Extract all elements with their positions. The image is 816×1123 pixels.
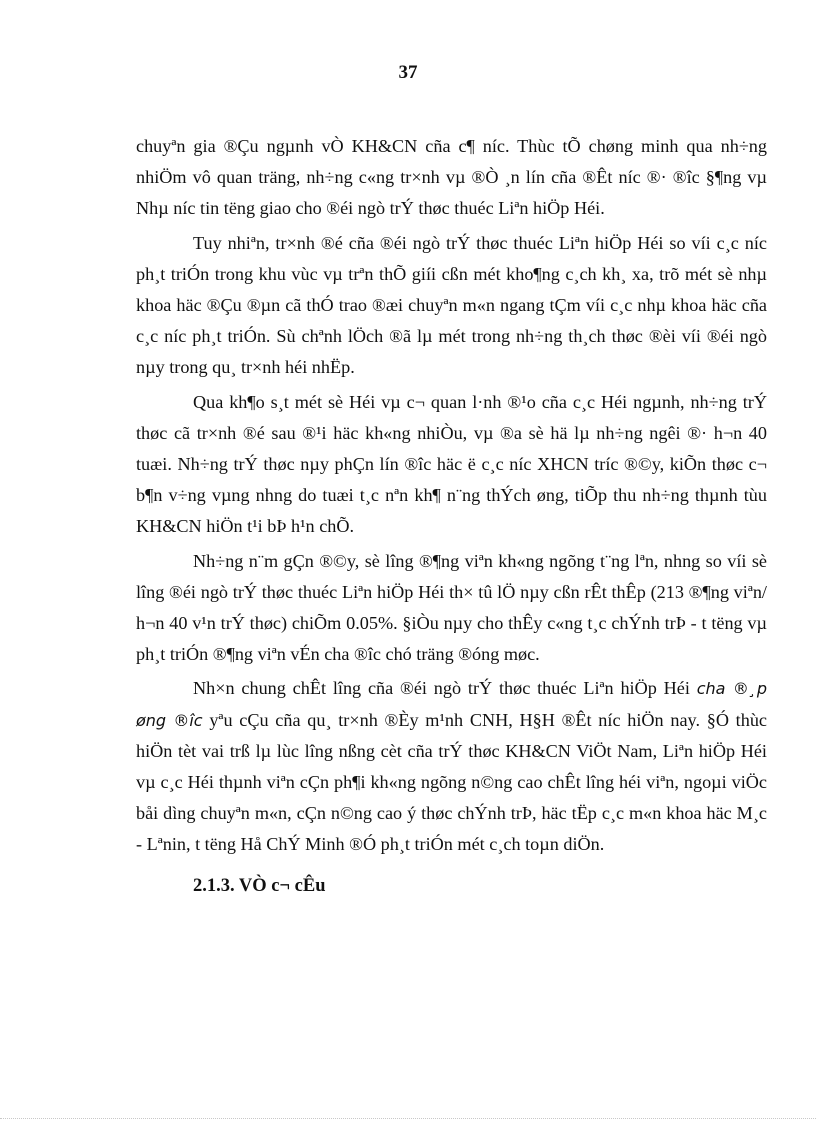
paragraph-5 (136, 673, 767, 860)
body-text (136, 131, 767, 902)
italic-phrase: cha ®¸p øng ®îc (136, 679, 767, 730)
paragraph-text: chuyªn gia ®Çu ngµnh vÒ KH&CN cña c¶ níc. Thùc tÕ chøng minh qua nh÷ng nhiÖm vô quan träng, nh÷ng c«ng tr×nh vµ ®Ò ¸n lín cña ®Êt níc ®· ®îc §¶ng vµ Nhµ níc tin tëng giao cho ®éi ngò trÝ thøc thuéc Liªn hiÖp Héi. (136, 136, 767, 219)
paragraph-1 (136, 131, 767, 225)
page-number: 37 (398, 62, 418, 83)
paragraph-text: Nh×n chung chÊt lîng cña ®éi ngò trÝ thøc thuéc Liªn hiÖp Héi (193, 678, 697, 699)
section-heading: 2.1.3. VÒ c¬ cÊu (193, 875, 326, 896)
paragraph-text: Nh÷ng n¨m gÇn ®©y, sè lîng ®¶ng viªn kh«ng ngõng t¨ng lªn, nhng so víi sè lîng ®éi ngò trÝ thøc thuéc Liªn hiÖp Héi th× tû lÖ nµy cßn rÊt thÊp (213 ®¶ng viªn/ h¬n 40 v¹n trÝ thøc) chiÕm 0.05%. §iÒu nµy cho thÊy c«ng t¸c chÝnh trÞ - t tëng vµ ph¸t triÓn ®¶ng viªn vÉn cha ®îc chó träng ®óng møc. (136, 550, 767, 665)
paragraph-4 (136, 546, 767, 671)
paragraph-text: Tuy nhiªn, tr×nh ®é cña ®éi ngò trÝ thøc thuéc Liªn hiÖp Héi so víi c¸c níc ph¸t triÓn trong khu vùc vµ trªn thÕ giíi cßn mét kho¶ng c¸ch kh¸ xa, trõ mét sè nhµ khoa häc ®Çu ®µn cã thÓ trao ®æi chuyªn m«n ngang tÇm víi c¸c nhµ khoa häc cña c¸c níc ph¸t triÓn. Sù chªnh lÖch ®ã lµ mét trong nh÷ng th¸ch thøc ®èi víi ®éi ngò nµy trong qu¸ tr×nh héi nhËp. (136, 232, 767, 378)
paragraph-text: yªu cÇu cña qu¸ tr×nh ®Èy m¹nh CNH, H§H ®Êt níc hiÖn nay. §Ó thùc hiÖn tèt vai trß lµ lùc lîng nßng cèt cña trÝ thøc KH&CN ViÖt Nam, Liªn hiÖp Héi vµ c¸c Héi thµnh viªn cÇn ph¶i kh«ng ngõng n©ng cao chÊt lîng héi viªn, ngoµi viÖc båi dìng chuyªn m«n, cÇn n©ng cao ý thøc chÝnh trÞ, häc tËp c¸c m«n khoa häc M¸c - Lªnin, t tëng Hå ChÝ Minh ®Ó ph¸t triÓn mét c¸ch toµn diÖn. (136, 709, 767, 855)
page-bottom-border (0, 1118, 816, 1119)
paragraph-3 (136, 387, 767, 543)
paragraph-text: Qua kh¶o s¸t mét sè Héi vµ c¬ quan l·nh ®¹o cña c¸c Héi ngµnh, nh÷ng trÝ thøc cã tr×nh ®é sau ®¹i häc kh«ng nhiÒu, vµ ®a sè hä lµ nh÷ng ngêi ®· h¬n 40 tuæi. Nh÷ng trÝ thøc nµy phÇn lín ®îc häc ë c¸c níc XHCN tríc ®©y, kiÕn thøc c¬ b¶n v÷ng vµng nhng do tuæi t¸c nªn kh¶ n¨ng thÝch øng, tiÕp thu nh÷ng thµnh tùu KH&CN hiÖn t¹i bÞ h¹n chÕ. (136, 391, 767, 537)
paragraph-2 (136, 228, 767, 384)
